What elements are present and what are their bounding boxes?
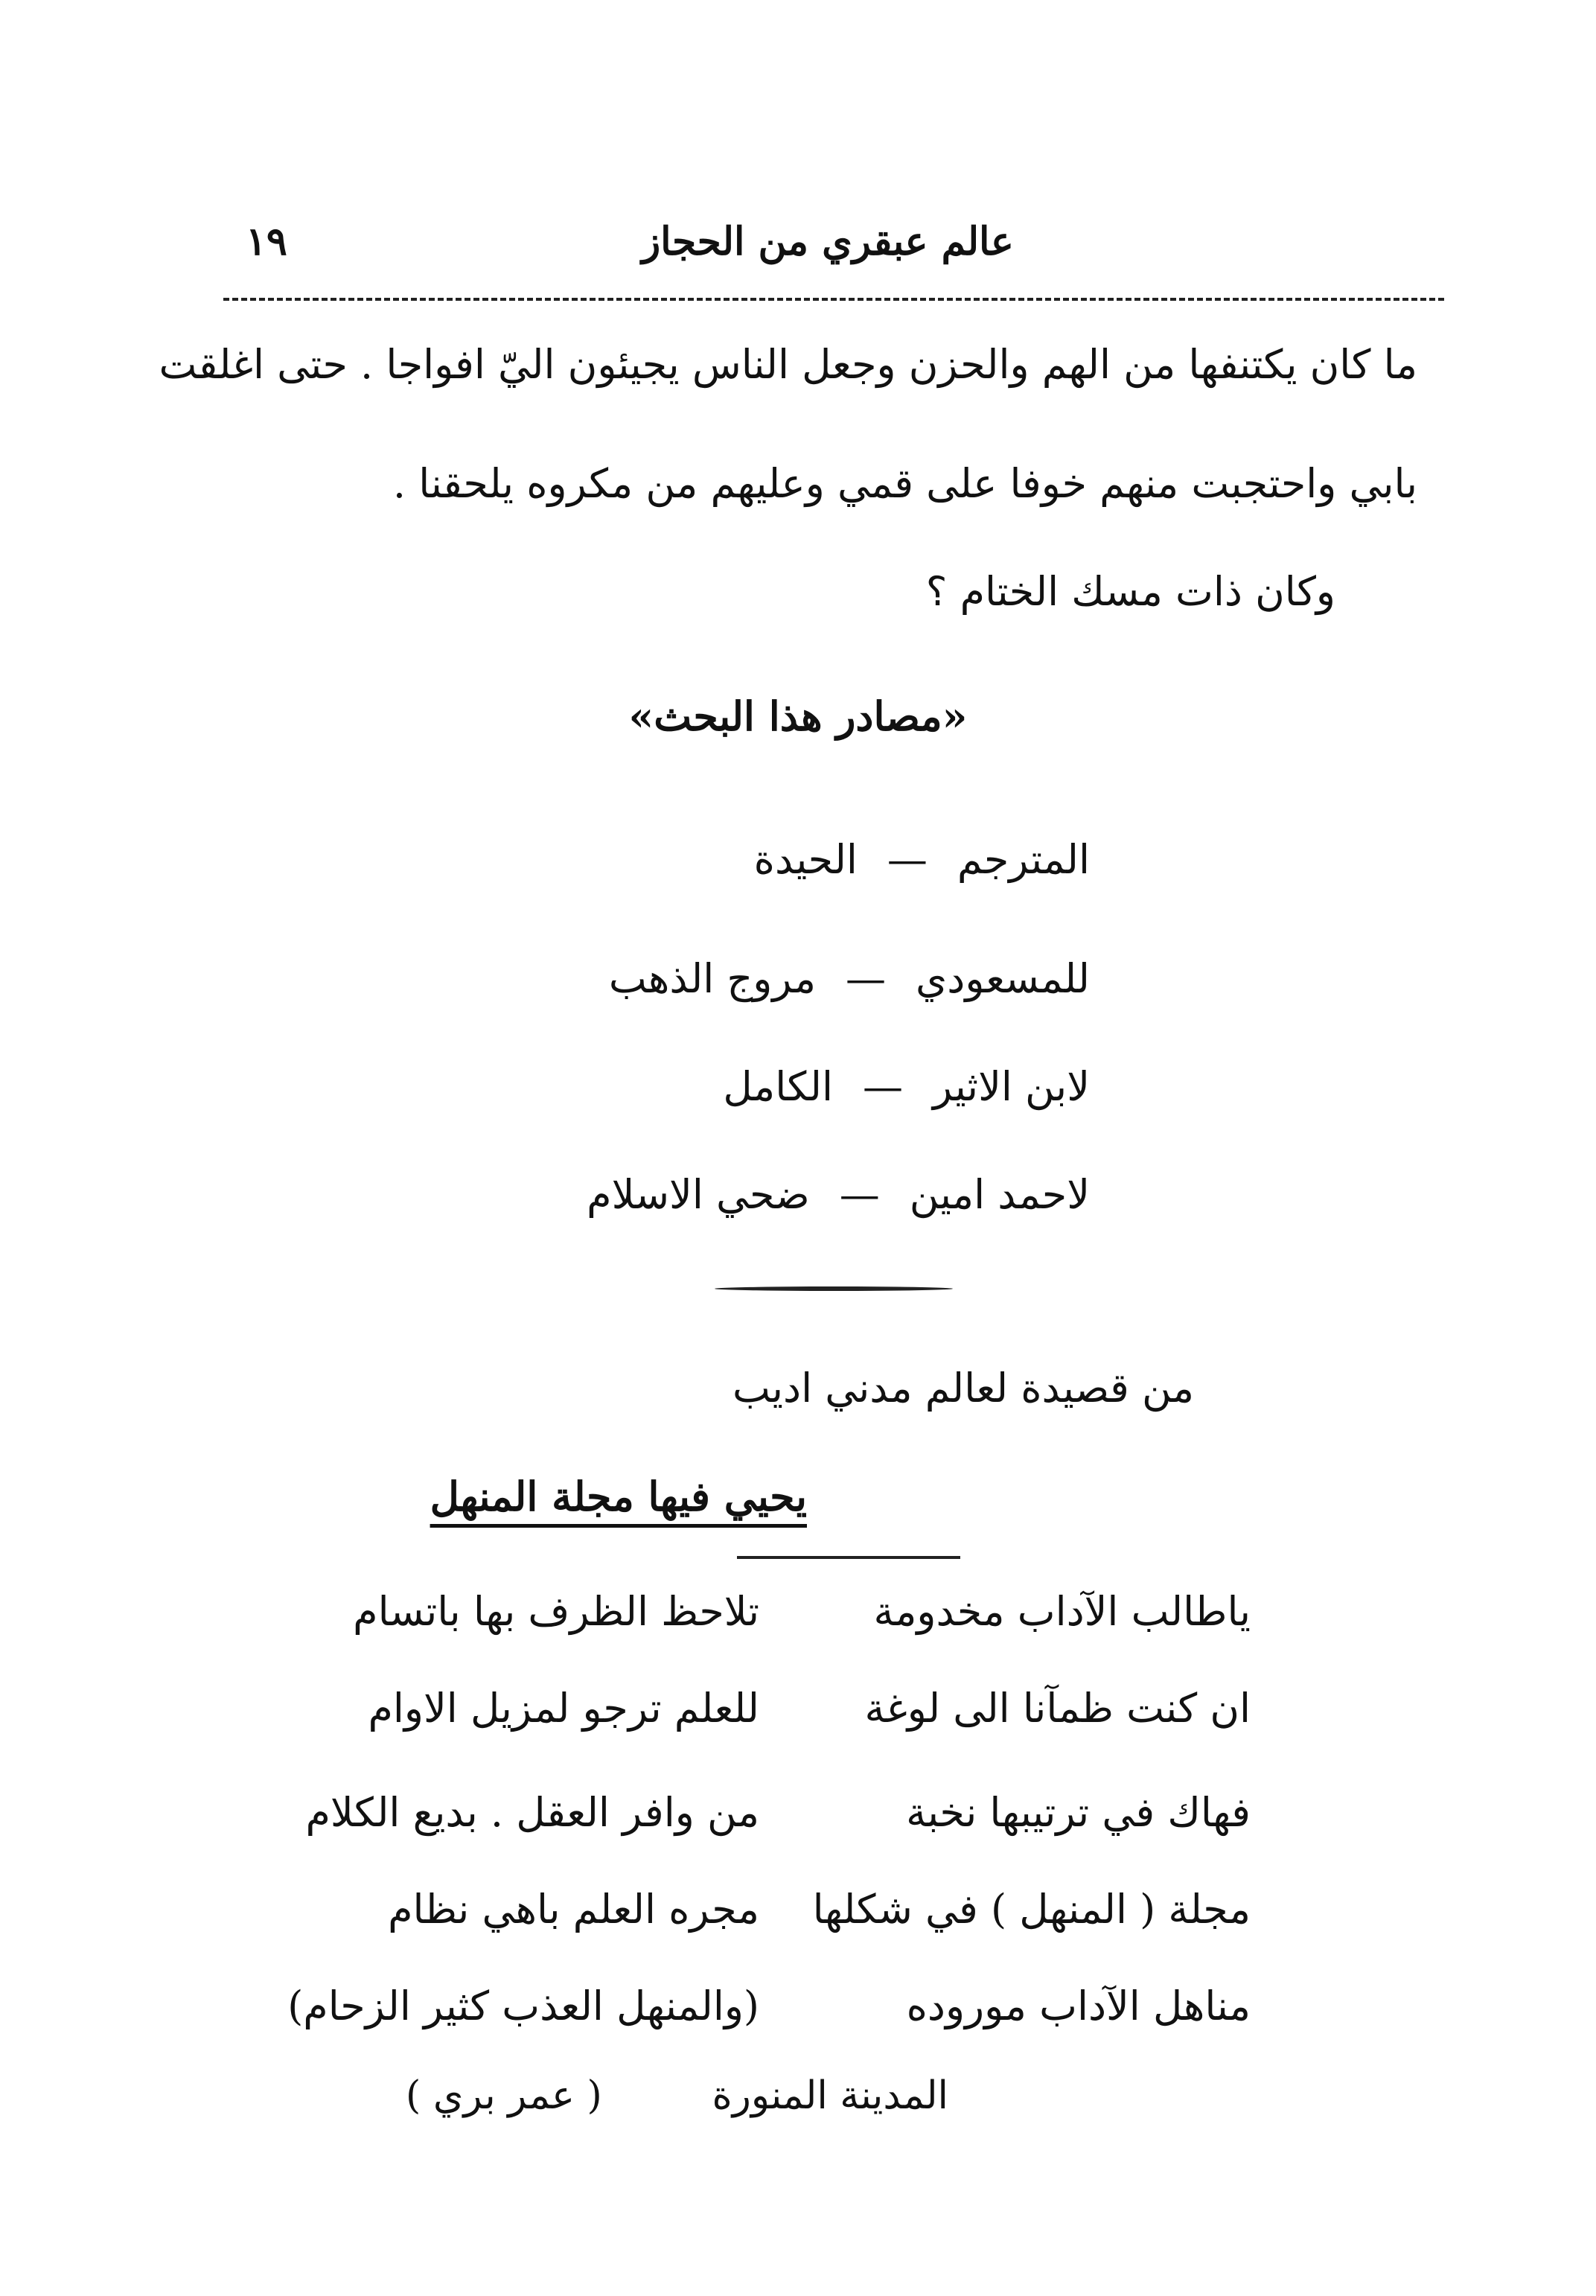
verse-second-hemistich: (والمنهل العذب كثير الزحام) xyxy=(287,1983,759,2029)
paragraph-line-3: وكان ذات مسك الختام ؟ xyxy=(925,568,1335,615)
source-author: لاحمد امين xyxy=(909,1171,1090,1218)
source-item xyxy=(587,1158,1090,1232)
source-author: للمسعودي xyxy=(916,955,1090,1002)
source-author: لابن الاثير xyxy=(932,1063,1090,1110)
source-item xyxy=(754,823,1090,897)
source-book: ضحي الاسلام xyxy=(587,1171,810,1218)
source-book: الكامل xyxy=(723,1063,833,1110)
running-title: عالم عبقري من الحجاز xyxy=(642,219,1014,264)
poem-verse xyxy=(313,1571,1251,1653)
source-dash: — xyxy=(887,836,928,883)
verse-first-hemistich: مناهل الآداب موروده xyxy=(906,1983,1251,2029)
source-book: الحيدة xyxy=(753,836,858,883)
poem-subtitle: يحيي فيها مجلة المنهل xyxy=(430,1473,807,1520)
sources-title: «مصادر هذا البحث» xyxy=(628,692,968,740)
page-number: ١٩ xyxy=(246,219,287,264)
verse-second-hemistich: للعلم ترجو لمزيل الاوام xyxy=(368,1685,759,1732)
paragraph-line-2: بابي واحتجبت منهم خوفا على قمي وعليهم من مكروه يلحقنا . xyxy=(392,460,1417,507)
verse-second-hemistich: مجره العلم باهي نظام xyxy=(388,1886,759,1933)
source-author: المترجم xyxy=(957,836,1090,883)
verse-first-hemistich: مجلة ( المنهل ) في شكلها xyxy=(812,1886,1251,1933)
running-header xyxy=(223,208,1432,275)
verse-second-hemistich: من وافر العقل . بديع الكلام xyxy=(305,1789,759,1836)
poem-place: المدينة المنورة xyxy=(712,2073,948,2118)
poem-intro: من قصيدة لعالم مدني اديب xyxy=(732,1365,1194,1412)
ornament-divider xyxy=(715,1286,953,1291)
paragraph-line-1: ما كان يكتنفها من الهم والحزن وجعل الناس يجيئون اليّ افواجا . حتى اغلقت xyxy=(159,341,1417,388)
poem-verse xyxy=(313,1668,1251,1750)
source-dash: — xyxy=(862,1063,903,1110)
header-divider xyxy=(223,298,1444,301)
verse-first-hemistich: فهاك في ترتيبها نخبة xyxy=(906,1789,1251,1836)
verse-first-hemistich: ياطالب الآداب مخدومة xyxy=(873,1588,1251,1635)
source-item xyxy=(609,942,1090,1016)
source-dash: — xyxy=(839,1171,880,1218)
poem-verse xyxy=(313,1869,1251,1951)
verse-second-hemistich: تلاحظ الظرف بها باتسام xyxy=(353,1588,759,1635)
source-book: مروج الذهب xyxy=(608,955,817,1002)
poem-verse xyxy=(287,1965,1251,2047)
poem-verse xyxy=(305,1772,1251,1854)
verse-first-hemistich: ان كنت ظمآنا الى لوغة xyxy=(864,1685,1251,1732)
source-item xyxy=(723,1050,1090,1124)
poem-divider xyxy=(737,1556,960,1559)
poem-author: ( عمر بري ) xyxy=(406,2073,602,2118)
source-dash: — xyxy=(846,955,887,1002)
